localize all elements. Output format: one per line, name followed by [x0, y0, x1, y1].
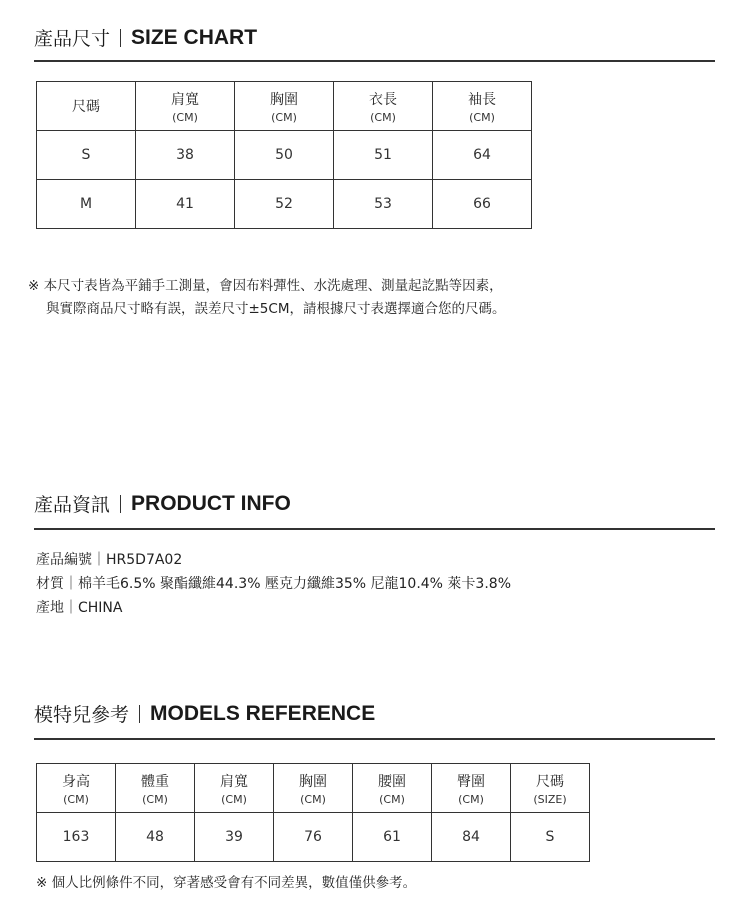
table-cell: 163: [37, 813, 116, 862]
size-chart-title-zh: 產品尺寸: [34, 28, 111, 50]
product-code-line: [36, 548, 511, 572]
waist-header-unit: (CM): [379, 792, 405, 806]
size-chart-note: [28, 275, 505, 321]
table-row: [37, 131, 532, 180]
table-cell: 41: [136, 180, 235, 229]
table-cell: 52: [235, 180, 334, 229]
weight-header-label: 體重: [141, 773, 169, 790]
waist-header-cell: [353, 764, 432, 813]
chest-header-label: 胸圍: [270, 91, 298, 108]
size-chart-rule: [34, 60, 715, 62]
origin-label: 產地: [36, 600, 64, 616]
size-header-label: 尺碼: [536, 773, 564, 790]
chest-header-unit: (CM): [300, 792, 326, 806]
length-header-unit: (CM): [370, 110, 396, 124]
heading-divider: [120, 29, 121, 47]
shoulder-header-unit: (CM): [221, 792, 247, 806]
table-cell: S: [37, 131, 136, 180]
origin-line: [36, 596, 511, 620]
size-header-cell: [37, 82, 136, 131]
models-reference-title-zh: 模特兒參考: [34, 704, 130, 726]
length-header-cell: [334, 82, 433, 131]
hip-header-label: 臀圍: [457, 773, 485, 790]
shoulder-header-unit: (CM): [172, 110, 198, 124]
height-header-label: 身高: [62, 773, 90, 790]
table-cell: 84: [432, 813, 511, 862]
product-code-label: 產品編號: [36, 552, 92, 568]
table-row: [37, 813, 590, 862]
weight-header-cell: [116, 764, 195, 813]
heading-divider: [120, 495, 121, 513]
table-cell: S: [511, 813, 590, 862]
hip-header-cell: [432, 764, 511, 813]
heading-divider: [139, 705, 140, 723]
height-header-unit: (CM): [63, 792, 89, 806]
size-chart-note-line1: ※ 本尺寸表皆為平鋪手工測量，會因布料彈性、水洗處理、測量起訖點等因素，: [28, 278, 503, 294]
table-cell: 53: [334, 180, 433, 229]
chest-header-unit: (CM): [271, 110, 297, 124]
chest-header-cell: [274, 764, 353, 813]
field-separator: ｜: [92, 552, 106, 568]
material-label: 材質: [36, 576, 64, 592]
material-line: [36, 572, 511, 596]
size-chart-note-line2: 與實際商品尺寸略有誤，誤差尺寸±5CM，請根據尺寸表選擇適合您的尺碼。: [46, 301, 506, 317]
models-reference-title-en: MODELS REFERENCE: [150, 701, 376, 725]
table-cell: 66: [433, 180, 532, 229]
product-info-title-zh: 產品資訊: [34, 494, 111, 516]
size-chart-heading: [34, 24, 257, 51]
table-cell: M: [37, 180, 136, 229]
models-reference-note: ※ 個人比例條件不同，穿著感受會有不同差異，數值僅供參考。: [36, 875, 417, 891]
table-cell: 48: [116, 813, 195, 862]
table-cell: 39: [195, 813, 274, 862]
hip-header-unit: (CM): [458, 792, 484, 806]
table-cell: 64: [433, 131, 532, 180]
table-cell: 61: [353, 813, 432, 862]
sleeve-header-label: 袖長: [468, 91, 496, 108]
waist-header-label: 腰圍: [378, 773, 406, 790]
models-reference-table: [36, 763, 590, 862]
height-header-cell: [37, 764, 116, 813]
size-chart-title-en: SIZE CHART: [131, 25, 258, 49]
product-code-value: HR5D7A02: [106, 552, 183, 568]
size-header-label: 尺碼: [72, 99, 100, 115]
field-separator: ｜: [64, 600, 78, 616]
size-header-unit: (SIZE): [533, 792, 567, 806]
table-cell: 51: [334, 131, 433, 180]
length-header-label: 衣長: [369, 91, 397, 108]
size-header-cell: [511, 764, 590, 813]
sleeve-header-unit: (CM): [469, 110, 495, 124]
product-info-list: [36, 548, 511, 620]
models-header-row: [37, 764, 590, 813]
size-chart-table: [36, 81, 532, 229]
shoulder-header-cell: [195, 764, 274, 813]
weight-header-unit: (CM): [142, 792, 168, 806]
size-chart-header-row: [37, 82, 532, 131]
chest-header-label: 胸圍: [299, 773, 327, 790]
shoulder-header-cell: [136, 82, 235, 131]
table-cell: 38: [136, 131, 235, 180]
shoulder-header-label: 肩寬: [171, 91, 199, 108]
shoulder-header-label: 肩寬: [220, 773, 248, 790]
table-row: [37, 180, 532, 229]
product-info-heading: [34, 490, 291, 517]
material-value: 棉羊毛6.5% 聚酯纖維44.3% 壓克力纖維35% 尼龍10.4% 萊卡3.8%: [78, 576, 512, 592]
sleeve-header-cell: [433, 82, 532, 131]
product-info-rule: [34, 528, 715, 530]
field-separator: ｜: [64, 576, 78, 592]
table-cell: 76: [274, 813, 353, 862]
product-info-title-en: PRODUCT INFO: [131, 491, 291, 515]
table-cell: 50: [235, 131, 334, 180]
chest-header-cell: [235, 82, 334, 131]
models-reference-rule: [34, 738, 715, 740]
models-reference-heading: [34, 700, 375, 727]
origin-value: CHINA: [78, 600, 123, 616]
